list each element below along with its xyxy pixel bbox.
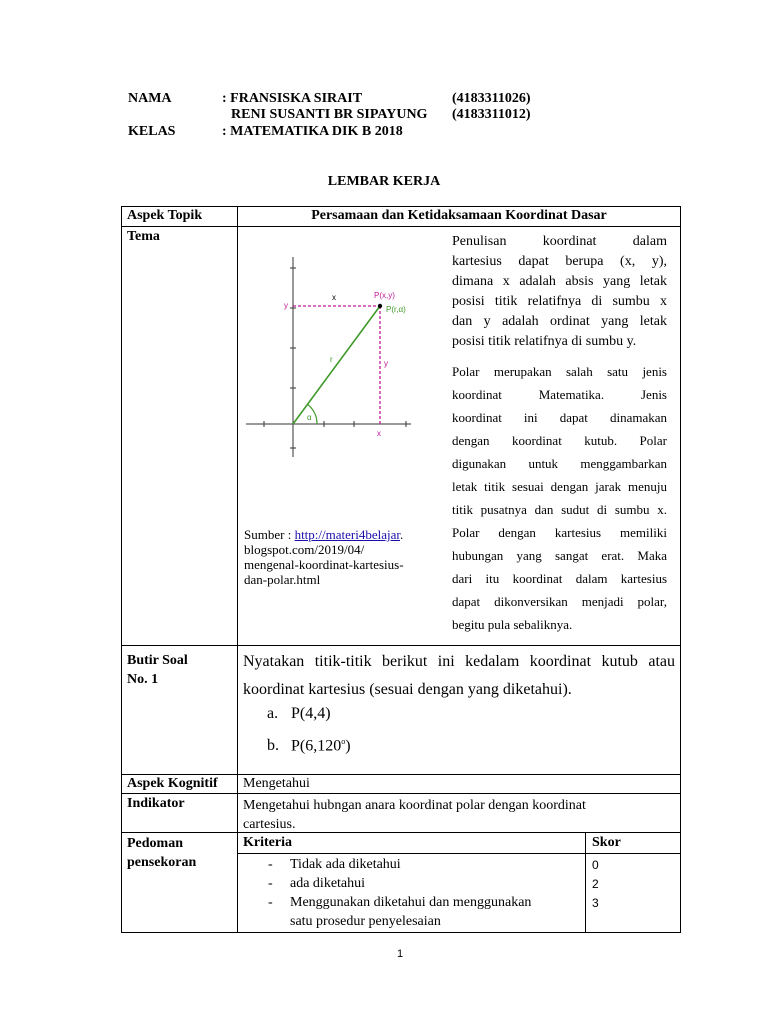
butir-soal-label: Butir Soal No. 1 [127, 653, 188, 687]
skor-value: 2 [592, 877, 599, 891]
polar-cartesian-figure [246, 252, 416, 472]
kriteria-item: - ada diketahui [268, 876, 366, 891]
aspek-kognitif-value: Mengetahui [243, 776, 310, 791]
aspek-topik-value: Persamaan dan Ketidaksamaan Koordinat Dasar [311, 208, 607, 223]
student-name-2: RENI SUSANTI BR SIPAYUNG [231, 107, 428, 122]
student-nim-2: (4183311012) [452, 107, 531, 122]
point-p [378, 304, 382, 308]
label-point-xy: P(x,y) [374, 291, 395, 300]
pedoman-label: Pedoman pensekoran [127, 836, 197, 870]
label-r: r [330, 355, 333, 364]
kriteria-item: - Tidak ada diketahui [268, 857, 401, 872]
tema-paragraph-2: Polar merupakan salah satu jenis koordinat Matematika. Jenis koordinat ini dapat dinamakan dengan koordinat kutub. Polar digunakan untuk menggambarkan letak titik sesuai dengan jarak menuju titik pusatnya dan sudut di sumbu x. Polar dengan kartesius memiliki hubungan yang sangat erat. Maka dari itu koordinat dalam kartesius dapat dikonversikan menjadi polar, begitu pula sebaliknya. [452, 364, 667, 632]
label-alpha: α [307, 413, 312, 422]
page-number: 1 [396, 948, 404, 960]
kriteria-item: - Menggunakan diketahui dan menggunakan [268, 895, 532, 910]
label-y-axis: y [284, 301, 288, 310]
butir-soal-items [267, 700, 351, 760]
butir-soal-question: Nyatakan titik-titik berikut ini kedalam koordinat kutub atau koordinat kartesius (sesuai dengan yang diketahui). [243, 653, 675, 698]
kriteria-item-cont: satu prosedur penyelesaian [290, 914, 441, 929]
skor-value: 3 [592, 896, 599, 910]
kelas-label: KELAS [128, 124, 176, 139]
nama-label: NAMA [128, 91, 172, 106]
skor-list [592, 856, 599, 913]
skor-value: 0 [592, 858, 599, 872]
indikator-label: Indikator [127, 796, 185, 811]
student-name-1: : FRANSISKA SIRAIT [222, 91, 363, 106]
indikator-value: Mengetahui hubngan anara koordinat polar dengan koordinat cartesius. [243, 798, 586, 832]
kriteria-header: Kriteria [243, 835, 292, 850]
source-prefix: Sumber : [244, 527, 295, 542]
kelas-value: : MATEMATIKA DIK B 2018 [222, 124, 403, 139]
tema-paragraph-1: Penulisan koordinat dalam kartesius dapat berupa (x, y), dimana x adalah absis yang letak posisi titik relatifnya di sumbu x dan y adalah ordinat yang letak posisi titik relatifnya di sumbu y. [452, 234, 667, 349]
label-x: x [332, 293, 336, 302]
skor-header: Skor [592, 835, 621, 850]
source-link[interactable]: http://materi4belajar [294, 527, 400, 542]
label-point-polar: P(r,α) [386, 305, 406, 314]
label-y-vertical: y [384, 359, 388, 368]
butir-item-b: b. P(6,120$^o$) [267, 737, 351, 755]
kriteria-list [268, 855, 531, 931]
radius-line [293, 306, 380, 424]
student-nim-1: (4183311026) [452, 91, 531, 106]
label-x-axis: x [377, 429, 381, 438]
tema-label: Tema [127, 229, 160, 244]
aspek-topik-label: Aspek Topik [127, 208, 203, 223]
butir-item-a: a. P(4,4) [267, 705, 331, 722]
page-title: LEMBAR KERJA [327, 174, 441, 189]
aspek-kognitif-label: Aspek Kognitif [127, 776, 218, 791]
figure-source: Sumber : http://materi4belajar. blogspot.com/2019/04/ mengenal-koordinat-kartesius- dan-polar.html [244, 527, 404, 587]
